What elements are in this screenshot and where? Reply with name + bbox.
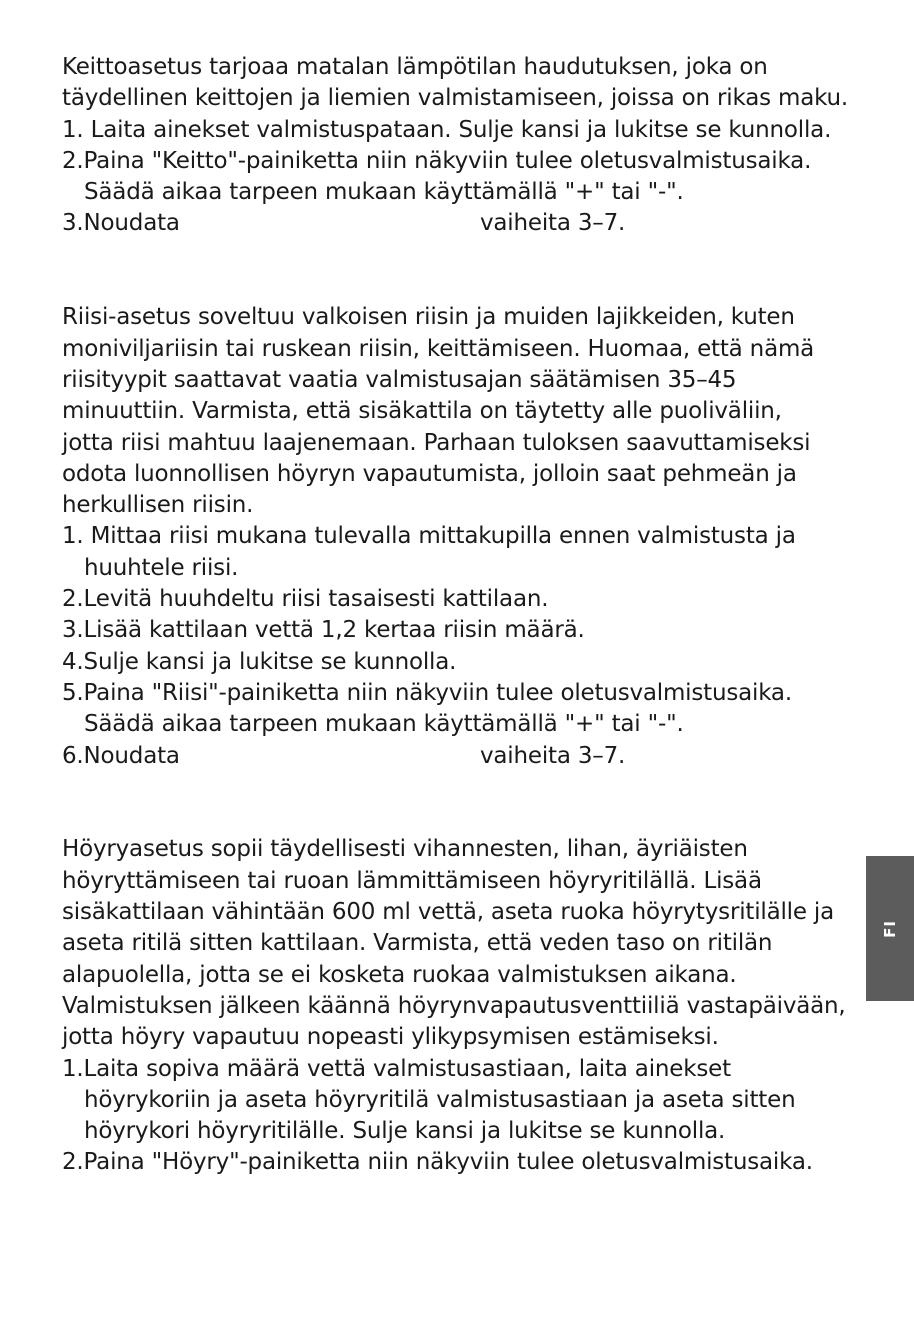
steam-step-2: 2.Paina "Höyry"-painiketta niin näkyviin tulee oletusvalmistusaika. (62, 1149, 813, 1176)
rice-step-6 (62, 741, 862, 772)
steam-intro-line: jotta höyry vapautuu nopeasti ylikypsymisen estämiseksi. (62, 1024, 719, 1051)
rice-intro-line: Riisi-asetus soveltuu valkoisen riisin ja muiden lajikkeiden, kuten (62, 304, 795, 331)
rice-step-4: 4.Sulje kansi ja lukitse se kunnolla. (62, 648, 457, 675)
steam-intro-line: aseta ritilä sitten kattilaan. Varmista, että veden taso on ritilän (62, 930, 773, 957)
steam-intro-line: Valmistuksen jälkeen käännä höyrynvapautusventtiiliä vastapäivään, (62, 992, 846, 1019)
steam-intro-line: alapuolella, jotta se ei kosketa ruokaa valmistuksen aikana. (62, 961, 737, 988)
soup-step-1: 1. Laita ainekset valmistuspataan. Sulje kansi ja lukitse se kunnolla. (62, 116, 832, 143)
rice-intro-line: moniviljariisin tai ruskean riisin, keittämiseen. Huomaa, että nämä (62, 335, 815, 362)
rice-step-1-cont: huuhtele riisi. (84, 554, 239, 581)
steam-intro-line: höyryttämiseen tai ruoan lämmittämiseen höyryritilällä. Lisää (62, 867, 762, 894)
steam-intro-line: sisäkattilaan vähintään 600 ml vettä, aseta ruoka höyrytysritilälle ja (62, 899, 835, 926)
language-tab (866, 856, 914, 1001)
soup-step-3-text: vaiheita 3–7. (480, 210, 626, 237)
rice-step-3: 3.Lisää kattilaan vettä 1,2 kertaa riisin määrä. (62, 617, 585, 644)
steam-step-1: 1.Laita sopiva määrä vettä valmistusastiaan, laita ainekset (62, 1055, 731, 1082)
section-gap (62, 240, 862, 303)
steam-intro-line: Höyryasetus sopii täydellisesti vihannesten, lihan, äyriäisten (62, 836, 748, 863)
rice-intro-line: jotta riisi mahtuu laajenemaan. Parhaan tuloksen saavuttamiseksi (62, 429, 811, 456)
rice-step-5-cont: Säädä aikaa tarpeen mukaan käyttämällä "+" tai "-". (84, 711, 684, 738)
rice-section (62, 302, 862, 771)
soup-intro-line: täydellinen keittojen ja liemien valmistamiseen, joissa on rikas maku. (62, 85, 848, 112)
soup-step-3-num: 3.Noudata (62, 210, 180, 237)
rice-step-6-text: vaiheita 3–7. (480, 742, 626, 769)
rice-intro-line: herkullisen riisin. (62, 492, 254, 519)
steam-section (62, 834, 862, 1178)
language-tab-label: FI (880, 919, 899, 938)
steam-step-1-cont: höyrykori höyryritilälle. Sulje kansi ja lukitse se kunnolla. (84, 1118, 726, 1145)
rice-step-6-num: 6.Noudata (62, 742, 180, 769)
soup-step-3 (62, 208, 862, 239)
rice-intro-line: odota luonnollisen höyryn vapautumista, jolloin saat pehmeän ja (62, 460, 797, 487)
soup-section (62, 52, 862, 240)
rice-step-5: 5.Paina "Riisi"-painiketta niin näkyviin tulee oletusvalmistusaika. (62, 679, 792, 706)
soup-step-2: 2.Paina "Keitto"-painiketta niin näkyviin tulee oletusvalmistusaika. (62, 147, 812, 174)
manual-page (62, 52, 862, 1179)
steam-step-1-cont: höyrykoriin ja aseta höyryritilä valmistusastiaan ja aseta sitten (84, 1086, 796, 1113)
rice-step-1: 1. Mittaa riisi mukana tulevalla mittakupilla ennen valmistusta ja (62, 523, 796, 550)
section-gap (62, 772, 862, 835)
soup-step-2-cont: Säädä aikaa tarpeen mukaan käyttämällä "+" tai "-". (84, 179, 684, 206)
rice-step-2: 2.Levitä huuhdeltu riisi tasaisesti kattilaan. (62, 586, 549, 613)
rice-intro-line: riisityypit saattavat vaatia valmistusajan säätämisen 35–45 (62, 366, 737, 393)
rice-intro-line: minuuttiin. Varmista, että sisäkattila on täytetty alle puoliväliin, (62, 398, 782, 425)
soup-intro-line: Keittoasetus tarjoaa matalan lämpötilan haudutuksen, joka on (62, 54, 768, 80)
